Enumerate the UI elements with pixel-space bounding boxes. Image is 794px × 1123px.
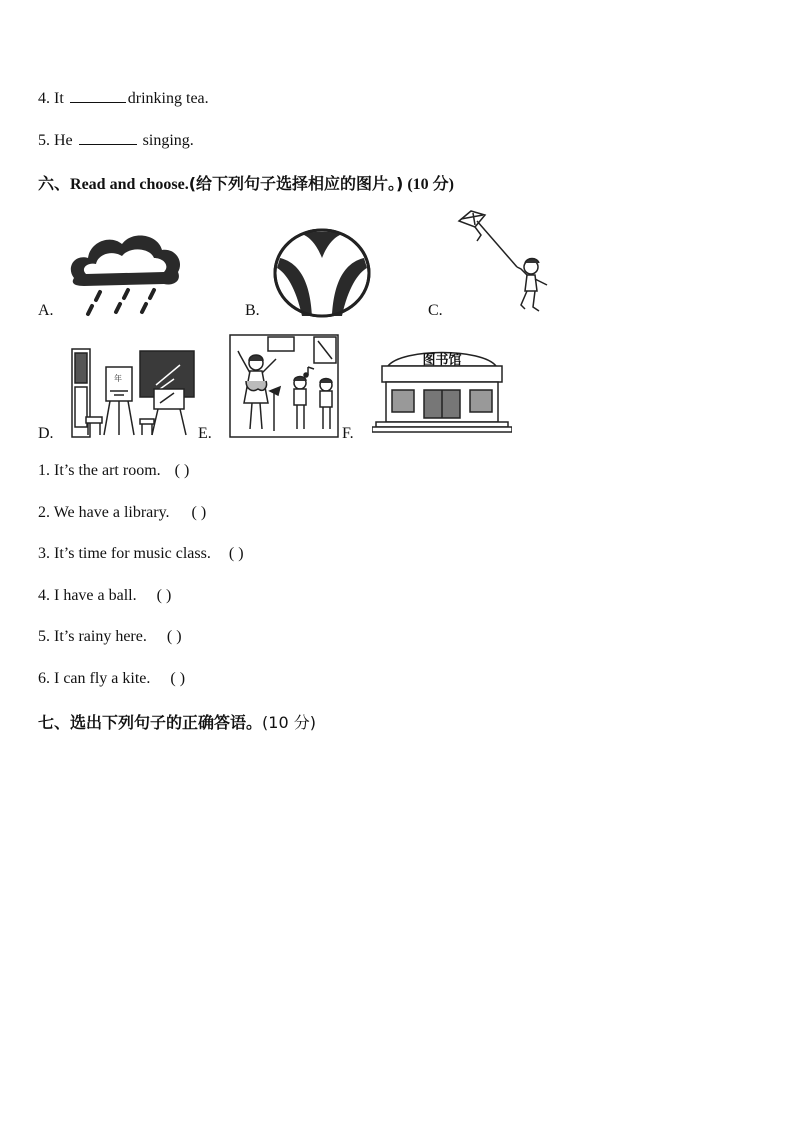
picture-label-b: B. [245,302,260,319]
answer-paren[interactable]: ( ) [228,545,244,562]
question-text: 2. We have a library. [38,504,170,521]
svg-text:年: 年 [114,374,122,383]
section-6-title-en: Read and choose. [70,176,189,193]
rain-cloud-icon [66,228,184,320]
picture-label-d: D. [38,425,54,442]
section-7-prefix: 七、 [38,713,71,732]
fill-item-4 [38,88,209,108]
picture-label-e: E. [198,425,212,442]
answer-paren[interactable]: ( ) [191,504,207,521]
answer-blank[interactable] [70,88,126,103]
answer-blank[interactable] [79,130,137,145]
art-room-easels-icon [70,345,196,439]
answer-paren[interactable]: ( ) [170,670,186,687]
fill-item-after: singing. [142,132,194,149]
music-class-icon [228,333,340,439]
question-text: 6. I can fly a kite. [38,670,151,687]
answer-paren[interactable]: ( ) [156,587,172,604]
section-7-score: (10 分) [262,713,316,732]
question-text: 3. It’s time for music class. [38,545,211,562]
answer-paren[interactable]: ( ) [166,628,182,645]
picture-label-f: F. [342,425,354,442]
picture-label-c: C. [428,302,443,319]
section-6-prefix: 六、 [38,174,71,193]
question-text: 5. It’s rainy here. [38,628,147,645]
picture-label-a: A. [38,302,54,319]
question-text: 1. It’s the art room. [38,462,161,479]
section-7-heading [38,710,316,733]
fill-item-number: 4. [38,90,50,107]
section-6-score: (10 分) [407,176,455,193]
library-sign-text: 图书馆 [422,353,462,368]
section-6-title-zh: (给下列句子选择相应的图片。) [188,174,404,193]
fill-item-number: 5. [38,132,50,149]
section-6-heading [38,171,454,194]
question-1 [38,462,189,480]
fill-item-before: It [54,90,64,107]
question-2 [38,504,206,522]
section-7-title-zh: 选出下列句子的正确答语。 [70,713,263,732]
boy-flying-kite-icon [455,205,555,320]
question-4 [38,587,171,605]
fill-item-after: drinking tea. [127,90,209,107]
fill-item-5 [38,130,194,150]
beach-ball-icon [272,228,372,318]
answer-paren[interactable]: ( ) [174,462,190,479]
question-text: 4. I have a ball. [38,587,137,604]
question-5 [38,628,182,646]
question-6 [38,670,185,688]
question-3 [38,545,244,563]
library-building-icon [372,342,512,434]
fill-item-before: He [54,132,73,149]
